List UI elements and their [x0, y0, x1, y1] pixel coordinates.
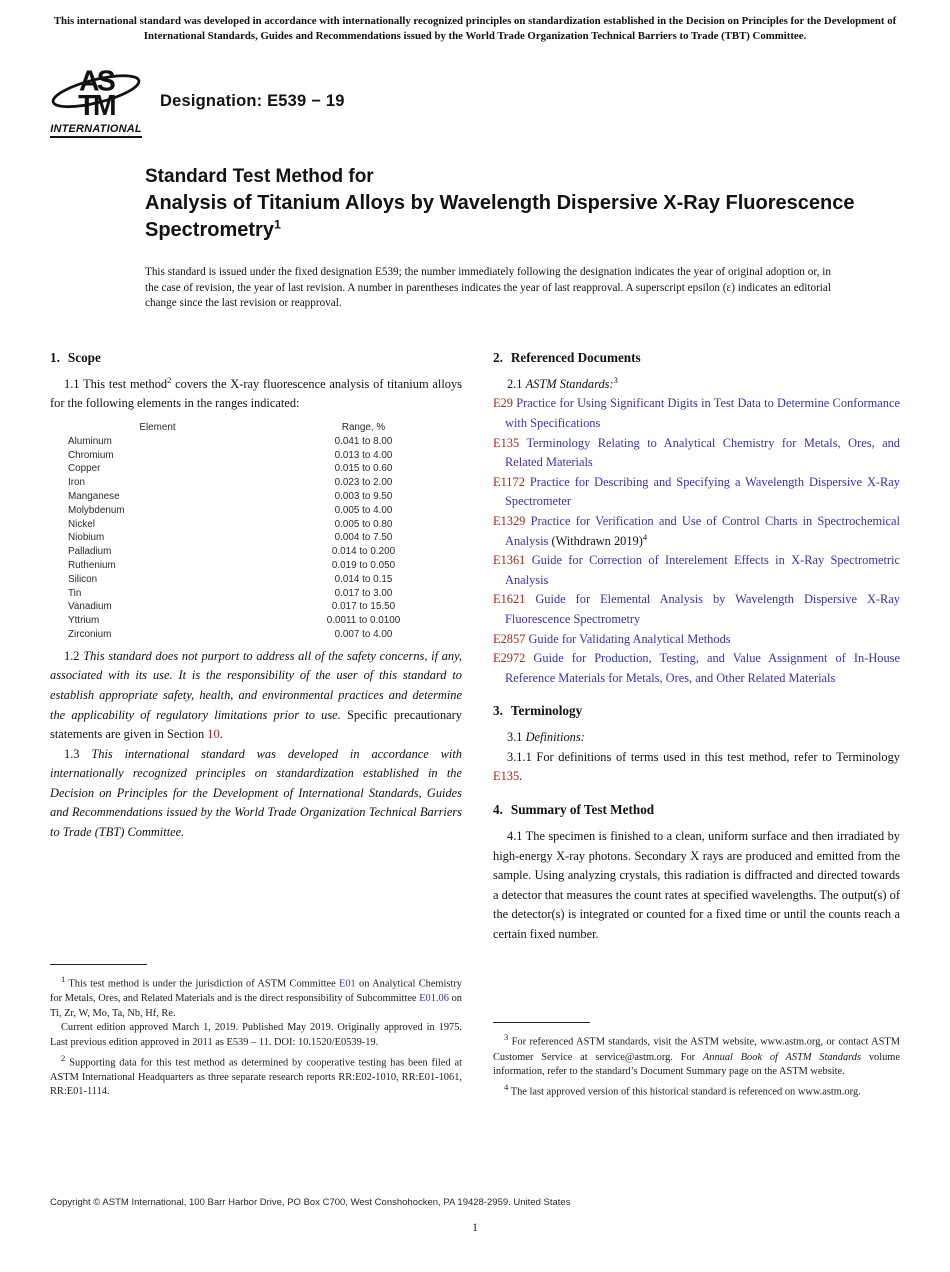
- standard-code-link[interactable]: E1172: [493, 474, 525, 489]
- designation-label: Designation: E539 − 19: [160, 92, 345, 110]
- para-1-1: [50, 375, 462, 414]
- footnote-2: [50, 1051, 462, 1100]
- section-3-number: 3.: [493, 703, 503, 719]
- wto-notice: This international standard was developed in accordance with internationally recognized principles on standardization established in the Decision on Principles for the Development of International Standards, Guides and Recommendations issued by the World Trade Organization Technical Barriers to Trade (TBT) Committee.: [53, 15, 897, 42]
- left-footnotes: [50, 964, 462, 1100]
- footnote-1: [50, 972, 462, 1021]
- table-row: [50, 435, 462, 449]
- element-cell: Molybdenum: [68, 504, 125, 516]
- footnote-3-marker: 3: [504, 1032, 509, 1043]
- standard-code-link[interactable]: E1361: [493, 553, 526, 568]
- withdrawn-note: (Withdrawn 2019): [548, 533, 643, 548]
- title-footnote-sup: 1: [273, 217, 281, 232]
- para-1-1-text-cont: covers the X-ray fluorescence analysis of titanium alloys for the following elements in the ranges indicated:: [50, 376, 462, 411]
- section-3-label: Terminology: [510, 703, 583, 719]
- terminology-e135-link[interactable]: E135: [493, 769, 520, 784]
- standard-code-link[interactable]: E135: [493, 435, 520, 450]
- range-cell: 0.005 to 4.00: [334, 504, 393, 516]
- element-cell: Ruthenium: [68, 559, 116, 571]
- para-1-2: [50, 647, 462, 745]
- two-column-body: [50, 350, 900, 1100]
- range-cell: 0.023 to 2.00: [334, 477, 393, 489]
- para-3-1: [493, 728, 900, 748]
- element-cell: Niobium: [68, 532, 105, 544]
- para-1-3-number: 1.3: [64, 746, 92, 761]
- para-1-3-italic-text: This international standard was developed in accordance with internationally recognized principles on standardization established in the Decision on Principles for the Development of International Standards, Guides and Recommendations issued by the World Trade Organization Technical Barriers to Trade (TBT) Committee.: [50, 746, 462, 840]
- standard-code-link[interactable]: E2972: [493, 651, 526, 666]
- section-2-label: Referenced Documents: [510, 349, 641, 365]
- para-3-1-1-period: .: [519, 769, 523, 784]
- subcommittee-e01-06-link[interactable]: E01.06: [419, 993, 449, 1005]
- footnote-1-text-end: on Ti, Zr, W, Mo, Ta, Nb, Hf, Re.: [50, 993, 462, 1019]
- footnote-1-marker: 1: [61, 974, 66, 985]
- footnote-4: [493, 1080, 900, 1100]
- element-cell: Manganese: [68, 490, 120, 502]
- table-row: [50, 449, 462, 463]
- footnote-4-marker: 4: [504, 1081, 509, 1092]
- table-row: [50, 504, 462, 518]
- range-cell: 0.007 to 4.00: [334, 628, 393, 640]
- standard-title-link[interactable]: Practice for Using Significant Digits in Test Data to Determine Conformance with Specifications: [505, 396, 900, 430]
- range-cell: 0.004 to 7.50: [334, 532, 393, 544]
- standard-code-link[interactable]: E29: [493, 396, 513, 411]
- astm-monogram-icon: [50, 65, 142, 123]
- element-cell: Nickel: [68, 518, 95, 530]
- left-column: [50, 350, 462, 1100]
- section-4-number: 4.: [493, 802, 503, 818]
- table-body: [50, 435, 462, 642]
- document-title: [145, 164, 855, 244]
- reference-item: [493, 649, 900, 688]
- section-2-number: 2.: [493, 349, 503, 365]
- standard-code-link[interactable]: E1329: [493, 513, 526, 528]
- section-4-label: Summary of Test Method: [510, 802, 655, 818]
- table-row: [50, 490, 462, 504]
- footnote-3-italic-text: Annual Book of ASTM Standards: [702, 1051, 862, 1063]
- element-column-header: Element: [139, 421, 176, 433]
- section-1-label: Scope: [67, 349, 101, 365]
- para-4-1: 4.1 The specimen is finished to a clean, uniform surface and then irradiated by high-energy X-ray photons. Secondary X rays are produced and emitted from the sample. Using analyzing crystals, this radiation is diffracted and directed towards a detector that measures the count rates at specified wavelengths. The output(s) of the detector(s) is integrated or counted for a fixed time or until the counts reach a certain fixed number.: [493, 829, 900, 942]
- table-row: [50, 545, 462, 559]
- table-row: [50, 573, 462, 587]
- footnote-separator: [493, 1022, 590, 1023]
- table-row: [50, 518, 462, 532]
- range-cell: 0.015 to 0.60: [334, 463, 393, 475]
- footnote-3-text-end: volume information, refer to the standard’s Document Summary page on the ASTM website.: [493, 1051, 900, 1078]
- section-4-heading: [493, 802, 900, 818]
- title-main-text: Analysis of Titanium Alloys by Wavelength Dispersive X-Ray Fluorescence Spectrometry: [145, 192, 855, 241]
- reference-item: [493, 434, 900, 473]
- table-row: [50, 628, 462, 642]
- para-3-1-italic-text: Definitions:: [525, 730, 585, 745]
- footnote-1-text: This test method is under the jurisdiction of ASTM Committee: [65, 978, 340, 990]
- element-range-table: [50, 421, 462, 642]
- range-cell: 0.041 to 8.00: [334, 435, 393, 447]
- issue-note: This standard is issued under the fixed designation E539; the number immediately following the designation indicates the year of original adoption or, in the case of revision, the year of last revision. A number in parentheses indicates the year of last reapproval. A superscript epsilon (ε) indicates an editorial change since the last revision or reapproval.: [145, 266, 831, 310]
- element-cell: Copper: [68, 463, 101, 475]
- committee-e01-link[interactable]: E01: [339, 978, 356, 990]
- svg-text:TM: TM: [78, 90, 114, 123]
- range-cell: 0.019 to 0.050: [331, 559, 396, 571]
- svg-text:AS: AS: [78, 65, 114, 98]
- footnote-separator: [50, 964, 147, 965]
- para-2-1-number: 2.1: [507, 376, 526, 391]
- section-2-heading: [493, 350, 900, 366]
- standard-title-link[interactable]: Guide for Elemental Analysis by Wavelength Dispersive X-Ray Fluorescence Spectrometry: [505, 592, 900, 626]
- title-kind: Standard Test Method for: [145, 166, 374, 187]
- section-1-number: 1.: [50, 349, 60, 365]
- footnote-1-text-mid: on Analytical Chemistry for Metals, Ores, and Related Materials and is the direct responsibility of Subcommittee: [50, 978, 462, 1005]
- para-1-2-number: 1.2: [64, 648, 84, 663]
- para-1-2-text: Specific precautionary statements are given in Section: [50, 707, 462, 742]
- right-column: [493, 350, 900, 1100]
- reference-item: [493, 551, 900, 590]
- table-row: [50, 559, 462, 573]
- footnote-2-marker: 2: [61, 1052, 66, 1063]
- reference-item: [493, 630, 900, 650]
- reference-list: [493, 394, 900, 688]
- footnote-2-text: Supporting data for this test method as determined by cooperative testing has been filed at ASTM International Headquarters as three separate research reports RR:E02-1010, RR:E01-1061, RR:E01-1114.: [50, 1057, 462, 1098]
- standard-title-link[interactable]: Guide for Correction of Interelement Effects in X-Ray Spectrometric Analysis: [505, 553, 900, 587]
- range-column-header: Range, %: [341, 421, 386, 433]
- para-3-1-number: 3.1: [507, 730, 526, 745]
- range-cell: 0.013 to 4.00: [334, 449, 393, 461]
- element-cell: Vanadium: [68, 601, 112, 613]
- footnote-4-text: The last approved version of this historical standard is referenced on www.astm.org.: [508, 1086, 861, 1098]
- copyright-line: Copyright © ASTM International, 100 Barr Harbor Drive, PO Box C700, West Conshohocken, PA 19428-2959. United States: [50, 1197, 571, 1208]
- range-cell: 0.017 to 15.50: [331, 601, 396, 613]
- standard-title-link[interactable]: Guide for Validating Analytical Methods: [528, 631, 731, 646]
- table-row: [50, 531, 462, 545]
- astm-logo-caption: INTERNATIONAL: [50, 123, 142, 138]
- astm-logo: [50, 65, 146, 138]
- range-cell: 0.003 to 9.50: [334, 490, 393, 502]
- table-row: [50, 600, 462, 614]
- table-row: [50, 462, 462, 476]
- element-cell: Iron: [68, 477, 86, 489]
- standard-code-link[interactable]: E1621: [493, 592, 526, 607]
- reference-item: [493, 473, 900, 512]
- section-1-heading: [50, 350, 462, 366]
- reference-item: [493, 512, 900, 551]
- footnote-3-text: For referenced ASTM standards, visit the ASTM website, www.astm.org, or contact ASTM Customer Service at service@astm.org. For: [493, 1036, 900, 1063]
- range-cell: 0.017 to 3.00: [334, 587, 393, 599]
- footnote-1-edition: Current edition approved March 1, 2019. Published May 2019. Originally approved in 1975. Last previous edition approved in 2011 as E539 – 11. DOI: 10.1520/E0539-19.: [50, 1022, 462, 1048]
- reference-item: [493, 590, 900, 629]
- standard-title-link[interactable]: Terminology Relating to Analytical Chemistry for Metals, Ores, and Related Materials: [505, 435, 901, 470]
- footnote-3: [493, 1030, 900, 1079]
- para-3-1-1-text: 3.1.1 For definitions of terms used in this test method, refer to Terminology: [507, 749, 900, 764]
- range-cell: 0.014 to 0.200: [331, 546, 396, 558]
- para-3-1-1: [493, 748, 900, 787]
- section-10-link[interactable]: 10: [207, 727, 220, 742]
- element-cell: Chromium: [68, 449, 114, 461]
- table-header-row: [50, 421, 462, 435]
- element-cell: Yttrium: [68, 615, 100, 627]
- element-cell: Aluminum: [68, 435, 112, 447]
- range-cell: 0.0011 to 0.0100: [326, 615, 401, 627]
- para-2-1: [493, 375, 900, 395]
- footnote-4-ref: 4: [642, 531, 648, 542]
- element-cell: Tin: [68, 587, 82, 599]
- page-number: 1: [472, 1222, 478, 1234]
- para-2-1-italic-text: ASTM Standards:: [525, 376, 614, 391]
- element-cell: Zirconium: [68, 628, 112, 640]
- standard-title-link[interactable]: Practice for Describing and Specifying a Wavelength Dispersive X-Ray Spectrometer: [505, 474, 900, 509]
- table-row: [50, 614, 462, 628]
- table-row: [50, 587, 462, 601]
- right-footnotes: [493, 1022, 900, 1099]
- title-main: [145, 190, 855, 244]
- standard-title-link[interactable]: Practice for Verification and Use of Control Charts in Spectrochemical Analysis: [505, 513, 900, 548]
- table-row: [50, 476, 462, 490]
- element-cell: Palladium: [68, 546, 112, 558]
- footnote-2-ref: 2: [167, 374, 172, 385]
- para-1-2-italic-text: This standard does not purport to address all of the safety concerns, if any, associated with its use. It is the responsibility of the user of this standard to establish appropriate safety, health, and environmental practices and determine the applicability of regulatory limitations prior to use.: [50, 648, 462, 722]
- range-cell: 0.005 to 0.80: [334, 518, 393, 530]
- footnote-3-ref: 3: [613, 374, 618, 385]
- range-cell: 0.014 to 0.15: [334, 573, 393, 585]
- reference-item: [493, 394, 900, 433]
- element-cell: Silicon: [68, 573, 98, 585]
- standard-title-link[interactable]: Guide for Production, Testing, and Value Assignment of In-House Reference Materials for Metals, Ores, and Other Related Materials: [505, 651, 901, 685]
- para-1-3: [50, 745, 462, 843]
- standard-code-link[interactable]: E2857: [493, 631, 526, 646]
- masthead: [50, 65, 950, 138]
- section-3-heading: [493, 703, 900, 719]
- para-1-1-text: 1.1 This test method: [64, 376, 168, 391]
- para-1-2-period: .: [219, 727, 223, 742]
